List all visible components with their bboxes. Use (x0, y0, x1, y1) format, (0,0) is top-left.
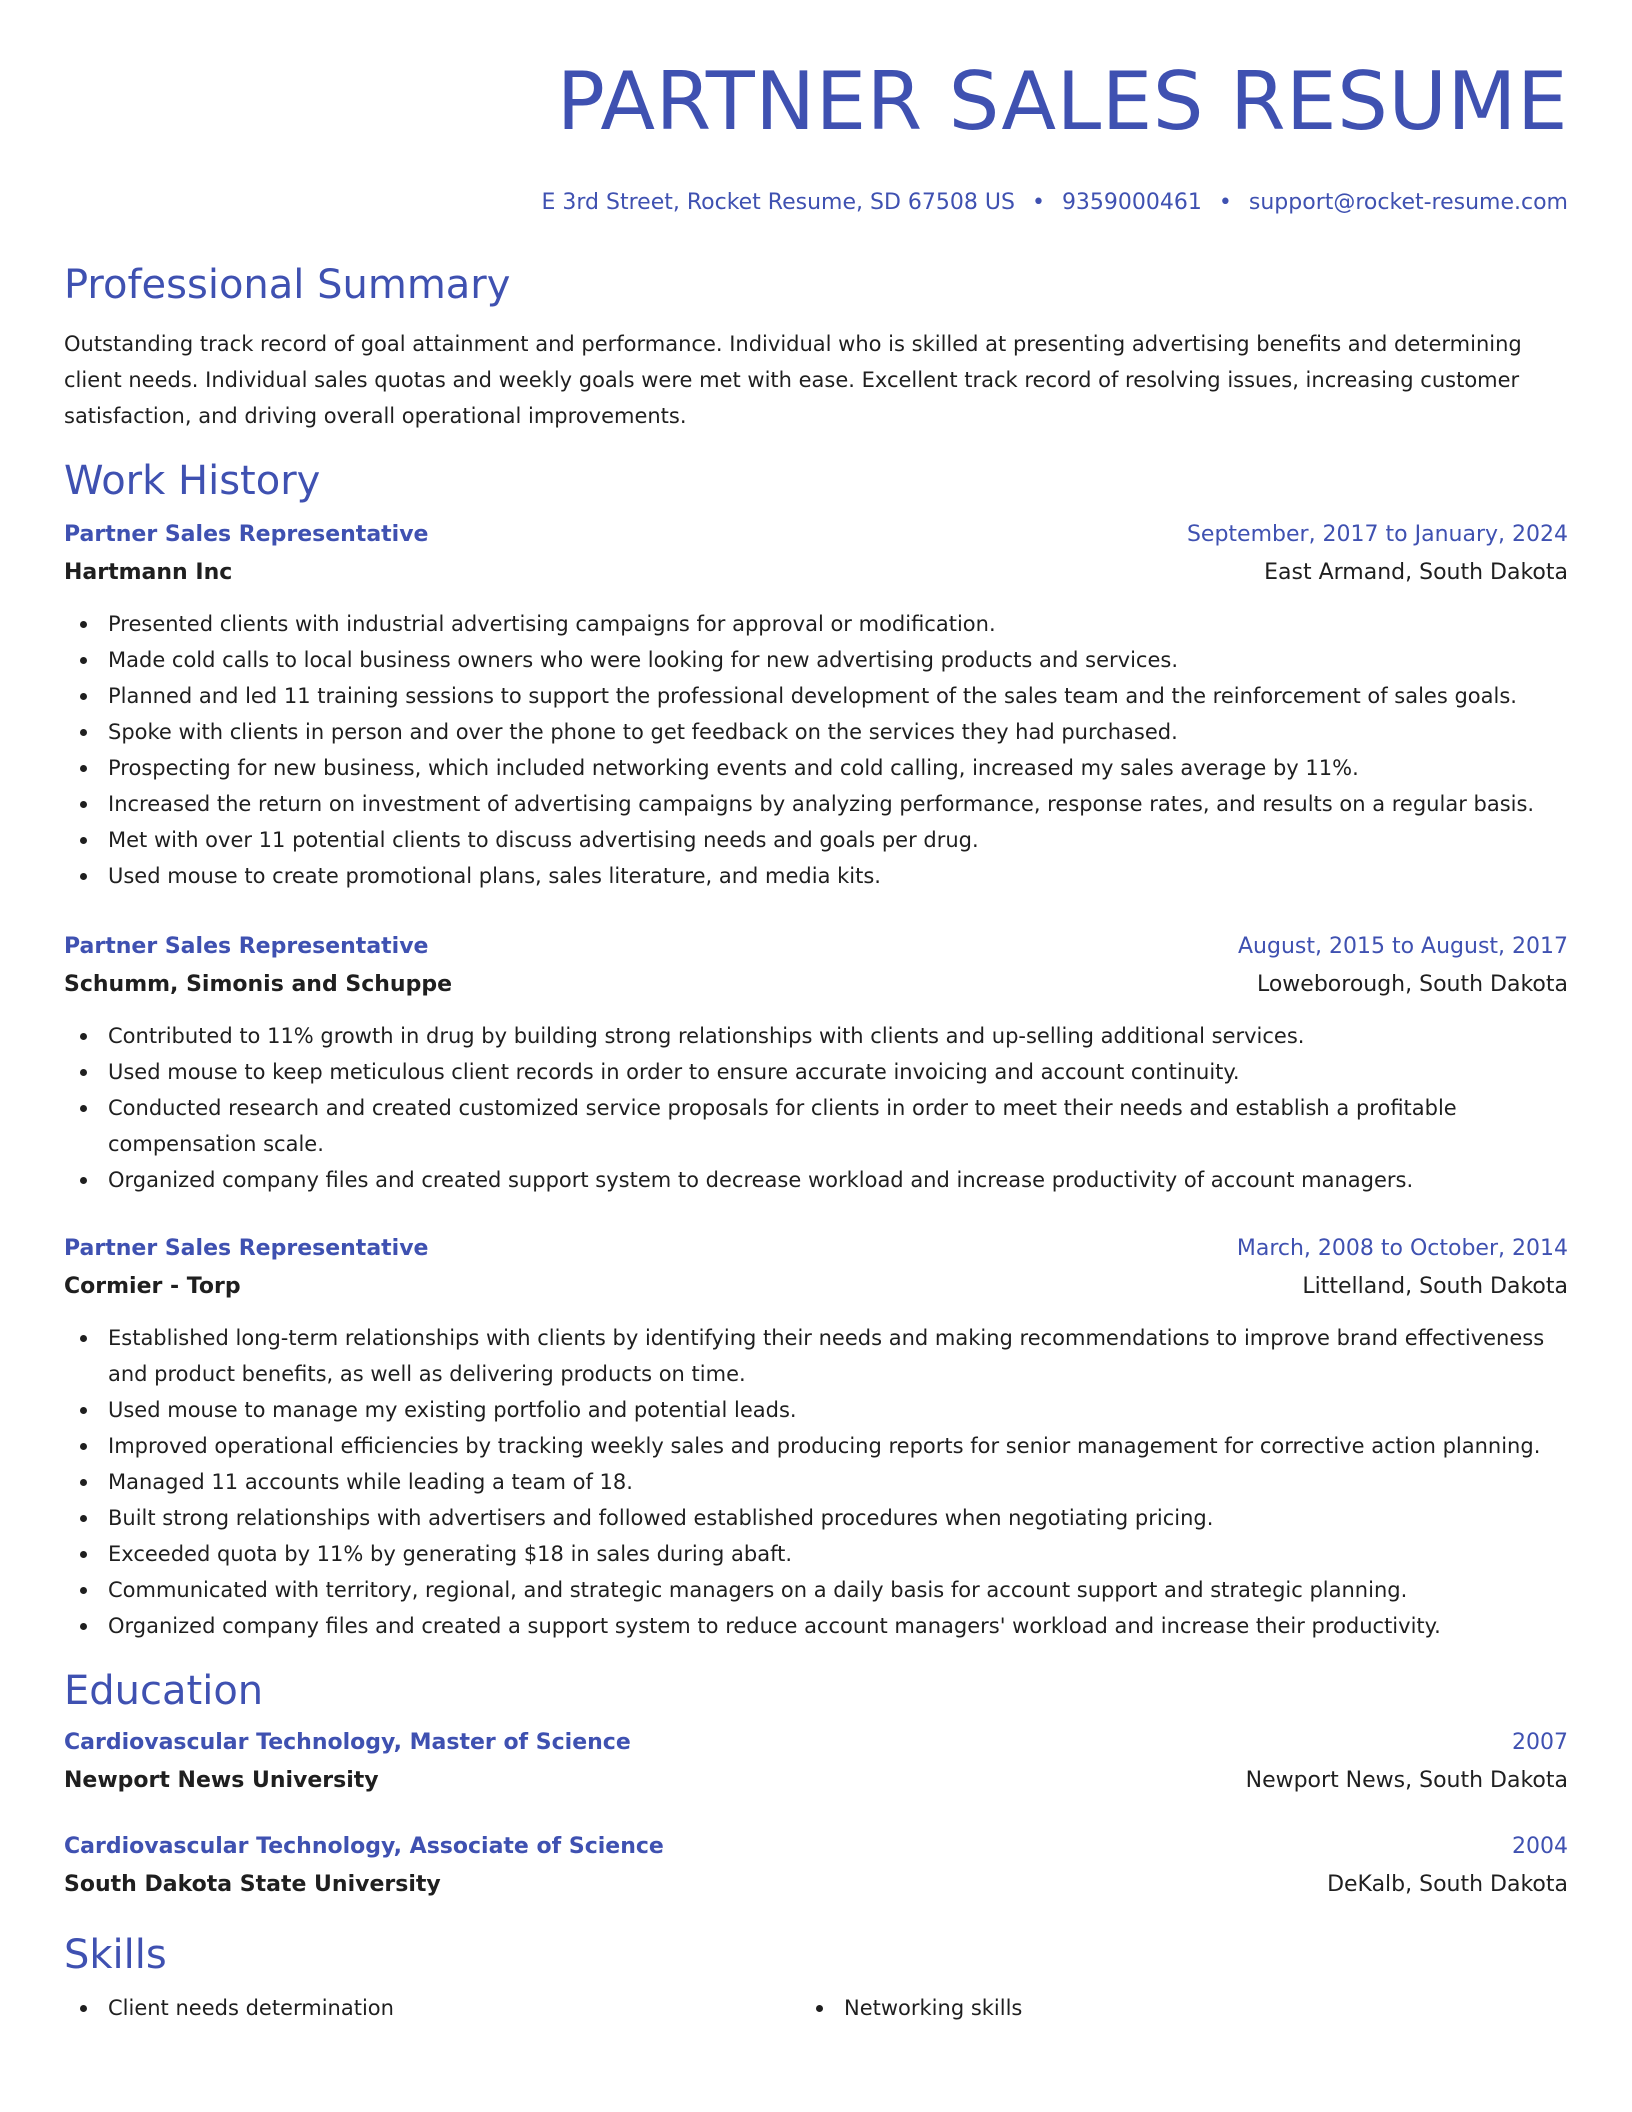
job-bullet: Presented clients with industrial advertising campaigns for approval or modification. (64, 606, 1568, 642)
job-bullets (64, 606, 1568, 894)
job-bullet: Spoke with clients in person and over the phone to get feedback on the services they had purchased. (64, 714, 1568, 750)
school-name: South Dakota State University (64, 1872, 441, 1897)
skills-column-left (64, 1990, 800, 2026)
job-bullet: Used mouse to create promotional plans, sales literature, and media kits. (64, 858, 1568, 894)
skills-heading: Skills (64, 1932, 167, 1978)
job-dates: August, 2015 to August, 2017 (1238, 934, 1568, 959)
job-dates: September, 2017 to January, 2024 (1186, 522, 1568, 547)
job-bullet: Contributed to 11% growth in drug by building strong relationships with clients and up-selling additional services. (64, 1018, 1568, 1054)
job-bullet: Planned and led 11 training sessions to support the professional development of the sales team and the reinforcement of sales goals. (64, 678, 1568, 714)
job-company: Schumm, Simonis and Schuppe (64, 972, 452, 997)
education-section (64, 1666, 1568, 1904)
job-entry (64, 516, 1568, 894)
summary-heading: Professional Summary (64, 262, 511, 308)
job-bullet: Communicated with territory, regional, and strategic managers on a daily basis for account support and strategic planning. (64, 1572, 1568, 1608)
job-bullet: Used mouse to keep meticulous client records in order to ensure accurate invoicing and account continuity. (64, 1054, 1568, 1090)
school-name: Newport News University (64, 1768, 379, 1793)
job-company: Hartmann Inc (64, 560, 233, 585)
job-bullet: Made cold calls to local business owners who were looking for new advertising products and services. (64, 642, 1568, 678)
job-dates: March, 2008 to October, 2014 (1236, 1236, 1568, 1261)
contact-separator: • (1218, 190, 1232, 215)
skill-item: Networking skills (800, 1990, 1536, 2026)
job-bullet: Prospecting for new business, which included networking events and cold calling, increased my sales average by 11%. (64, 750, 1568, 786)
job-bullets (64, 1320, 1568, 1644)
job-bullet: Organized company files and created a support system to reduce account managers' workload and increase their productivity. (64, 1608, 1568, 1644)
school-location: DeKalb, South Dakota (1327, 1872, 1568, 1897)
job-bullet: Conducted research and created customized service proposals for clients in order to meet their needs and establish a profitable compensation scale. (64, 1090, 1568, 1162)
job-bullet: Increased the return on investment of advertising campaigns by analyzing performance, response rates, and results on a regular basis. (64, 786, 1568, 822)
education-heading: Education (64, 1668, 264, 1714)
degree-title: Cardiovascular Technology, Master of Science (64, 1730, 631, 1755)
job-title: Partner Sales Representative (64, 1236, 429, 1261)
degree-year: 2007 (1512, 1730, 1568, 1755)
job-bullet: Established long-term relationships with clients by identifying their needs and making recommendations to improve brand effectiveness and product benefits, as well as delivering products on time. (64, 1320, 1568, 1392)
job-location: Loweborough, South Dakota (1256, 972, 1568, 997)
summary-section (64, 260, 1568, 434)
education-entry (64, 1828, 1568, 1904)
summary-text: Outstanding track record of goal attainment and performance. Individual who is skilled at presenting advertising benefits and determining client needs. Individual sales quotas and weekly goals were met with ease. Excellent track record of resolving issues, increasing customer satisfaction, and driving overall operational improvements. (64, 332, 1522, 428)
contact-address: E 3rd Street, Rocket Resume, SD 67508 US (541, 190, 1015, 215)
job-bullets (64, 1018, 1568, 1198)
education-entry (64, 1724, 1568, 1800)
job-bullet: Organized company files and created support system to decrease workload and increase productivity of account managers. (64, 1162, 1568, 1198)
school-location: Newport News, South Dakota (1245, 1768, 1568, 1793)
job-bullet: Met with over 11 potential clients to discuss advertising needs and goals per drug. (64, 822, 1568, 858)
resume-header (64, 0, 1568, 218)
job-bullet: Built strong relationships with advertisers and followed established procedures when negotiating pricing. (64, 1500, 1568, 1536)
job-bullet: Managed 11 accounts while leading a team of 18. (64, 1464, 1568, 1500)
job-location: East Armand, South Dakota (1264, 560, 1568, 585)
skills-section (64, 1930, 1568, 2026)
job-title: Partner Sales Representative (64, 522, 429, 547)
work-history-section (64, 456, 1568, 1644)
job-entry (64, 928, 1568, 1198)
skill-item: Client needs determination (64, 1990, 800, 2026)
job-title: Partner Sales Representative (64, 934, 429, 959)
job-entry (64, 1230, 1568, 1644)
contact-separator: • (1031, 190, 1045, 215)
degree-title: Cardiovascular Technology, Associate of Science (64, 1834, 664, 1859)
resume-title: PARTNER SALES RESUME (556, 55, 1568, 148)
skills-list (64, 1990, 1568, 2026)
degree-year: 2004 (1512, 1834, 1568, 1859)
contact-line (64, 188, 1568, 218)
work-history-heading: Work History (64, 458, 321, 504)
job-bullet: Improved operational efficiencies by tracking weekly sales and producing reports for senior management for corrective action planning. (64, 1428, 1568, 1464)
contact-phone: 9359000461 (1061, 190, 1202, 215)
job-company: Cormier - Torp (64, 1274, 241, 1299)
job-bullet: Used mouse to manage my existing portfolio and potential leads. (64, 1392, 1568, 1428)
skills-column-right (800, 1990, 1536, 2026)
job-bullet: Exceeded quota by 11% by generating $18 in sales during abaft. (64, 1536, 1568, 1572)
job-location: Littelland, South Dakota (1302, 1274, 1568, 1299)
contact-email: support@rocket-resume.com (1248, 190, 1568, 215)
